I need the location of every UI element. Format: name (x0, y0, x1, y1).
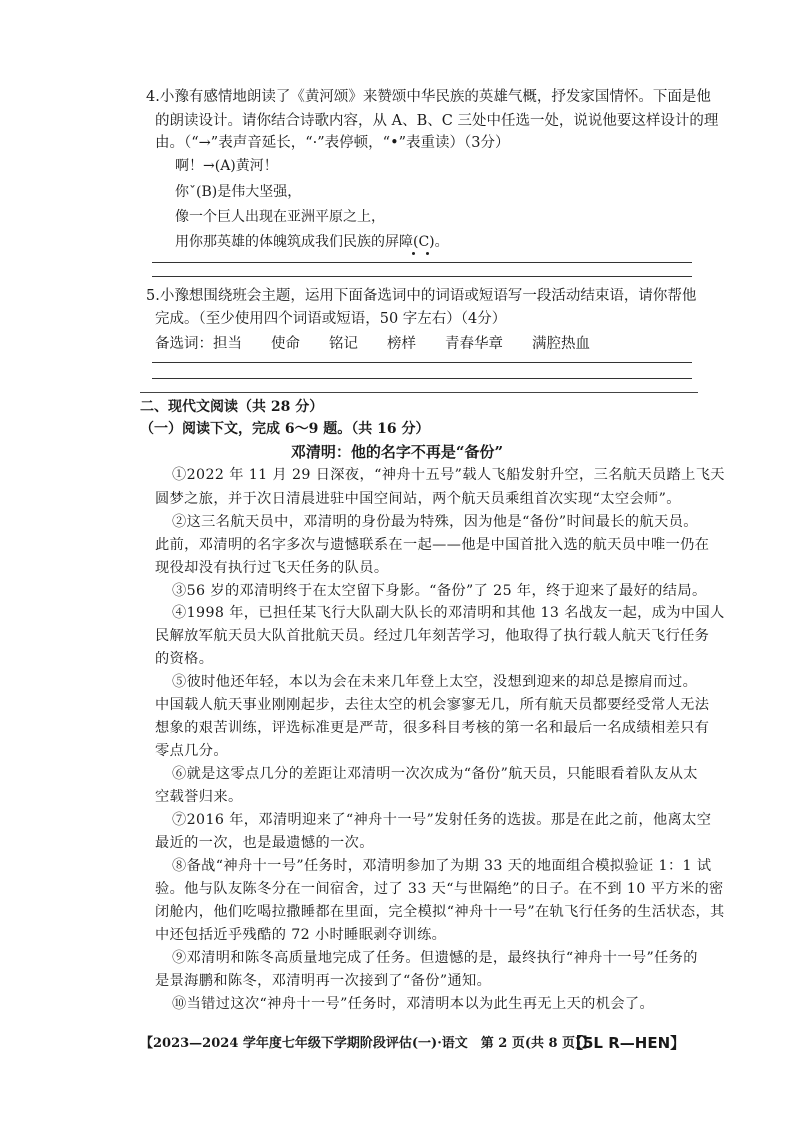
paragraph-8-line-3: 闭舱内，他们吃喝拉撒睡都在里面，完全模拟“神舟十一号”在轨飞行任务的生活状态，其 (155, 904, 725, 920)
paragraph-8-line-1: ⑧备战“神舟十一号”任务时，邓清明参加了为期 33 天的地面组合模拟验证 1：1 试 (172, 858, 712, 874)
paragraph-2-line-2: 此前，邓清明的名字多次与遗憾联系在一起——他是中国首批入选的航天员中唯一仍在 (155, 537, 710, 553)
footer-page-info: 【2023—2024 学年度七年级下学期阶段评估(一)·语文 第 2 页(共 8 页)】 (140, 1036, 595, 1051)
paragraph-1-line-1: ①2022 年 11 月 29 日深夜，“神舟十五号”载人飞船发射升空，三名航天员踏上飞天 (172, 467, 725, 483)
q4-line-3: 由。（“→”表声音延长，“·”表停顿，“•”表重读）（3分） (155, 135, 510, 151)
poem-line-1: 啊！→(A)黄河！ (175, 158, 278, 174)
option-word: 榜样 (387, 336, 416, 352)
stress-dot (426, 252, 429, 255)
paragraph-6-line-2: 空载誉归来。 (155, 789, 243, 805)
q5-line-1: 5.小豫想围绕班会主题，运用下面备选词中的词语或短语写一段活动结束语，请你帮他 (146, 288, 697, 304)
paragraph-4-line-1: ④1998 年，已担任某飞行大队副大队长的邓清明和其他 13 名战友一起，成为中国人 (172, 605, 725, 621)
q5-line-2: 完成。（至少使用四个词语或短语，50 字左右）（4分） (155, 311, 507, 327)
paragraph-5-line-3: 想象的艰苦训练，评选标准更是严苛，很多科目考核的第一名和最后一名成绩相差只有 (155, 720, 710, 736)
stress-dot (412, 252, 415, 255)
poem-line-4: 用你那英雄的体魄筑成我们民族的屏障(C)。 (175, 234, 449, 250)
paragraph-5-line-2: 中国载人航天事业刚刚起步，去往太空的机会寥寥无几，所有航天员都要经受常人无法 (155, 697, 710, 713)
option-word: 担当 (213, 336, 242, 352)
q4-line-2: 的朗读设计。请你结合诗歌内容，从 A、B、C 三处中任选一处，说说他要这样设计的理 (155, 113, 719, 129)
paragraph-3-line-1: ③56 岁的邓清明终于在太空留下身影。“备份”了 25 年，终于迎来了最好的结局。 (172, 583, 707, 599)
footer-code: 【5L R—HEN】 (568, 1034, 686, 1052)
paragraph-5-line-4: 零点几分。 (155, 743, 228, 759)
section-divider (140, 392, 698, 393)
section-subheading: （一）阅读下文，完成 6～9 题。（共 16 分） (140, 421, 430, 437)
paragraph-4-line-2: 民解放军航天员大队首批航天员。经过几年刻苦学习，他取得了执行载人航天飞行任务 (155, 628, 710, 644)
option-word: 使命 (271, 336, 300, 352)
paragraph-2-line-3: 现役却没有执行过飞天任务的队员。 (155, 560, 389, 576)
paragraph-9-line-1: ⑨邓清明和陈冬高质量地完成了任务。但遗憾的是，最终执行“神舟十一号”任务的 (172, 950, 698, 966)
poem-line-2: 你ˇ(B)是伟大坚强， (175, 184, 302, 200)
paragraph-6-line-1: ⑥就是这零点几分的差距让邓清明一次次成为“备份”航天员，只能眼看着队友从太 (172, 766, 698, 782)
q4-line-1: 4.小豫有感情地朗读了《黄河颂》来赞颂中华民族的英雄气概，抒发家国情怀。下面是他 (146, 89, 711, 105)
section-heading: 二、现代文阅读（共 28 分） (140, 399, 324, 415)
q5-options-label: 备选词： (155, 336, 213, 352)
paragraph-10-line-1: ⑩当错过这次“神舟十一号”任务时，邓清明本以为此生再无上天的机会了。 (172, 996, 655, 1012)
option-word: 铭记 (329, 336, 358, 352)
paragraph-1-line-2: 圆梦之旅，并于次日清晨进驻中国空间站，两个航天员乘组首次实现“太空会师”。 (155, 491, 681, 507)
answer-line (152, 262, 692, 263)
q5-options (155, 335, 590, 353)
paragraph-8-line-2: 验。他与队友陈冬分在一间宿舍，过了 33 天“与世隔绝”的日子。在不到 10 平方米的密 (155, 881, 724, 897)
paragraph-8-line-4: 中还包括近乎残酷的 72 小时睡眠剥夺训练。 (155, 927, 447, 943)
paragraph-7-line-2: 最近的一次，也是最遗憾的一次。 (155, 835, 374, 851)
paragraph-7-line-1: ⑦2016 年，邓清明迎来了“神舟十一号”发射任务的选拔。那是在此之前，他离太空 (172, 812, 712, 828)
paragraph-2-line-1: ②这三名航天员中，邓清明的身份最为特殊，因为他是“备份”时间最长的航天员。 (172, 514, 698, 530)
answer-line (152, 276, 692, 277)
poem-line-3: 像一个巨人出现在亚洲平原之上， (175, 209, 385, 225)
paragraph-5-line-1: ⑤彼时他还年轻，本以为会在未来几年登上太空，没想到迎来的却总是擦肩而过。 (172, 674, 698, 690)
option-word: 满腔热血 (532, 336, 590, 352)
answer-line (152, 378, 692, 379)
answer-line (152, 362, 692, 363)
paragraph-9-line-2: 是景海鹏和陈冬，邓清明再一次接到了“备份”通知。 (155, 973, 492, 989)
article-title: 邓清明：他的名字不再是“备份” (290, 443, 504, 461)
paragraph-4-line-3: 的资格。 (155, 651, 214, 667)
option-word: 青春华章 (445, 336, 503, 352)
